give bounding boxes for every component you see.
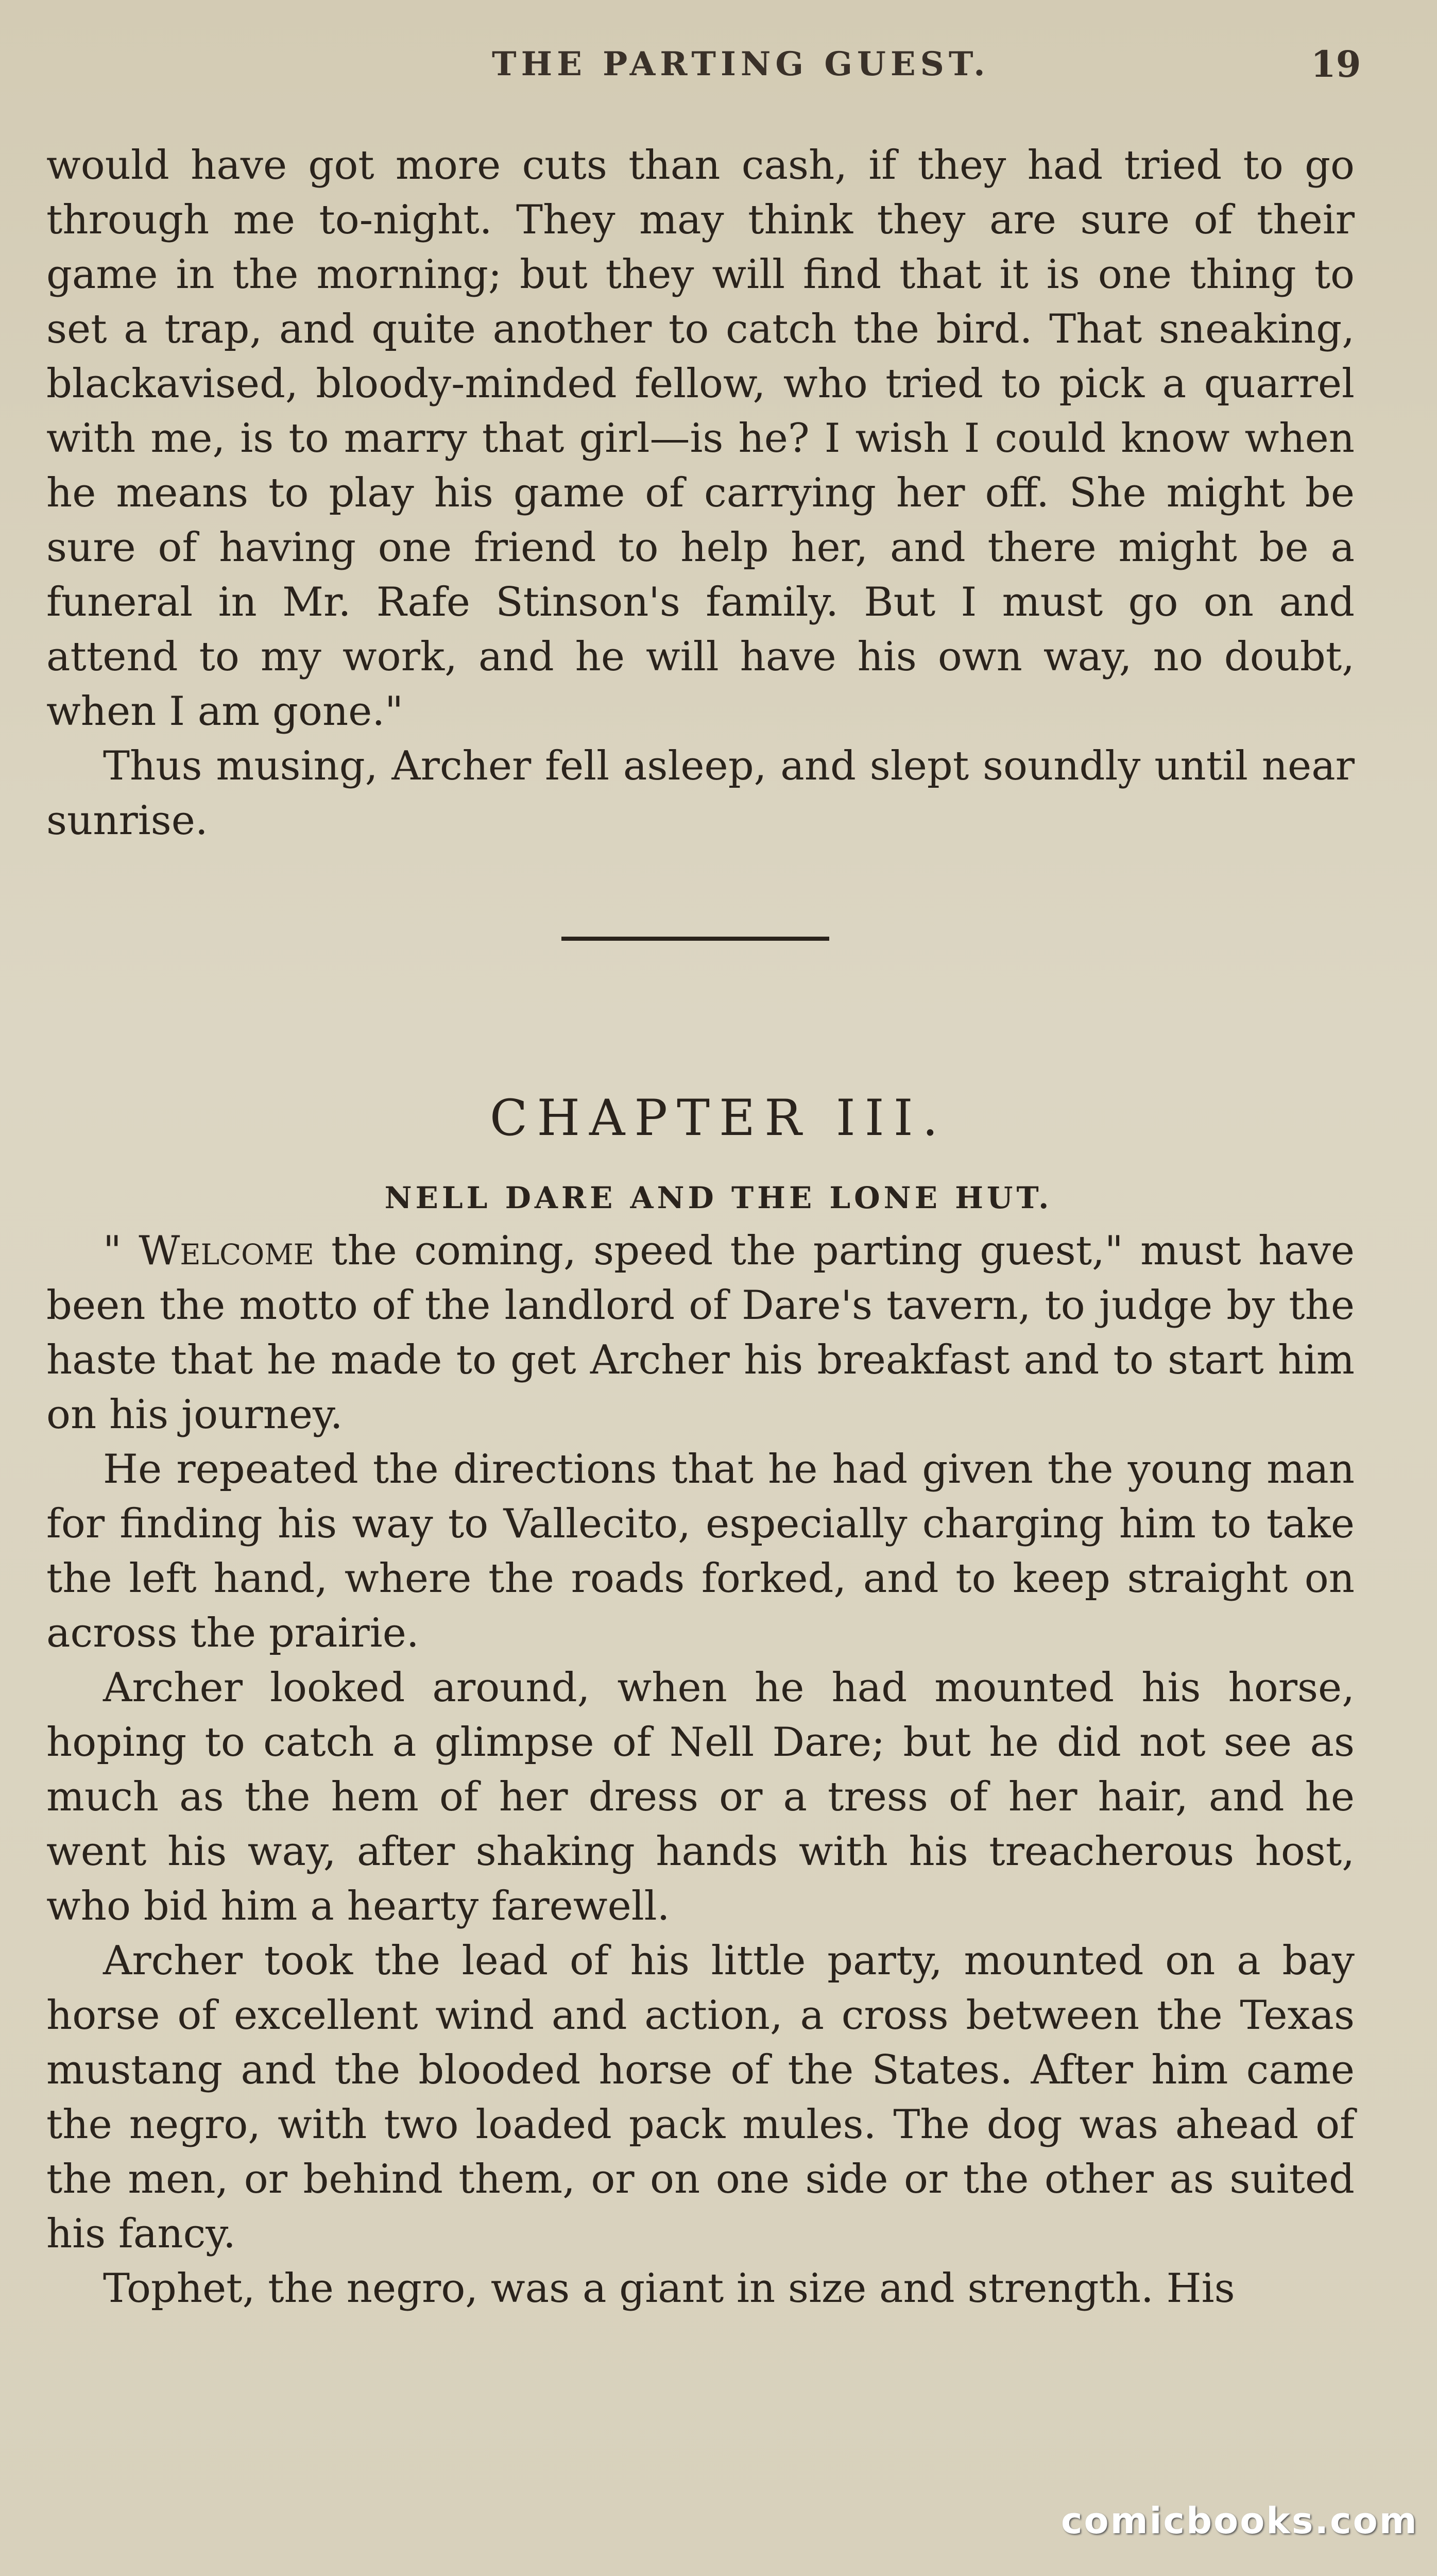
continued-text bbox=[46, 138, 1355, 848]
paragraph-welcome bbox=[46, 1224, 1355, 1442]
paragraph-welcome-body: the coming, speed the parting guest," must have been the motto of the landlord of Dare's tavern, to judge by the haste that he made to get Archer his breakfast and to start him on his journey. bbox=[46, 1228, 1355, 1438]
chapter-title: CHAPTER III. bbox=[489, 1089, 948, 1147]
paragraph-lead-words: " Welcome bbox=[103, 1228, 314, 1274]
chapter-subtitle: NELL DARE AND THE LONE HUT. bbox=[384, 1180, 1053, 1215]
running-head bbox=[0, 41, 1437, 88]
paragraph-tophet: Tophet, the negro, was a giant in size and strength. His bbox=[103, 2265, 1235, 2312]
watermark: comicbooks.com bbox=[1061, 2500, 1418, 2542]
paragraph-directions: He repeated the directions that he had given the young man for finding his way to Vallecito, especially charging him to take the left hand, where the roads forked, and to keep straight on across the prairie. bbox=[46, 1446, 1355, 1656]
chapter-text bbox=[46, 1224, 1355, 2316]
paragraph-thus-musing: Thus musing, Archer fell asleep, and slept soundly until near sunrise. bbox=[46, 743, 1355, 844]
paragraph-archer-took: Archer took the lead of his little party, mounted on a bay horse of excellent wind and action, a cross between the Texas mustang and the blooded horse of the States. After him came the negro, with two loaded pack mules. The dog was ahead of the men, or behind them, or on one side or the other as suited his fancy. bbox=[46, 1938, 1355, 2257]
paragraph-archer-looked: Archer looked around, when he had mounted his horse, hoping to catch a glimpse of Nell Dare; but he did not see as much as the hem of her dress or a tress of her hair, and he went his way, after shaking hands with his treacherous host, who bid him a hearty farewell. bbox=[46, 1665, 1355, 1929]
paragraph-continued: would have got more cuts than cash, if they had tried to go through me to-night. They may think they are sure of their game in the morning; but they will find that it is one thing to set a trap, and quite another to catch the bird. That sneaking, blackavised, bloody-minded fellow, who tried to pick a quarrel with me, is to marry that girl—is he? I wish I could know when he means to play his game of carrying her off. She might be sure of having one friend to help her, and there might be a funeral in Mr. Rafe Stinson's family. But I must go on and attend to my work, and he will have his own way, no doubt, when I am gone." bbox=[46, 142, 1355, 735]
section-divider bbox=[561, 937, 829, 941]
running-title: THE PARTING GUEST. bbox=[492, 45, 990, 83]
page-number: 19 bbox=[1311, 43, 1361, 86]
